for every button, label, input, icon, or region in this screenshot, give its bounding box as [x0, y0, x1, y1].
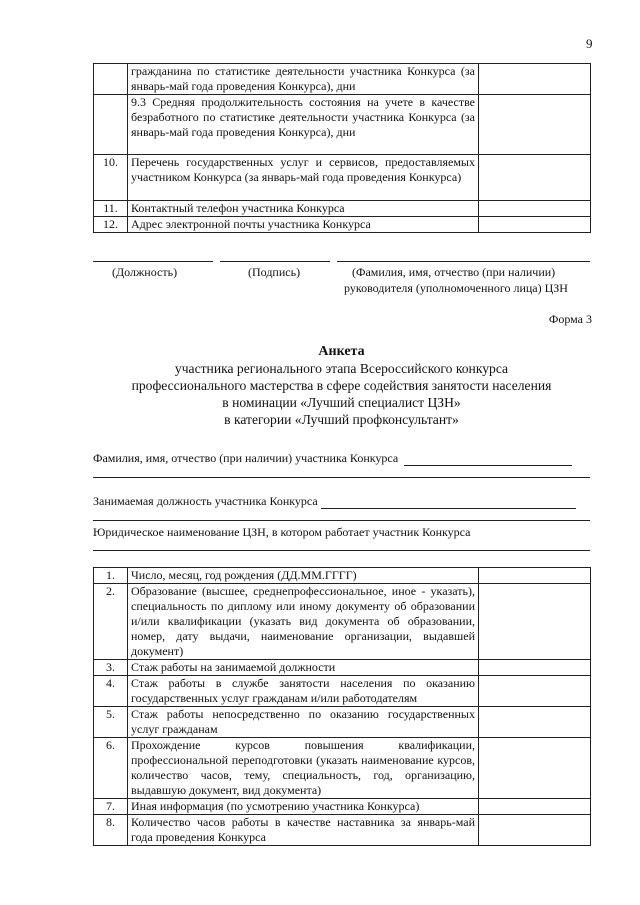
- position-input-line[interactable]: [321, 496, 576, 509]
- row-number: [94, 64, 128, 95]
- position-label: (Должность): [112, 265, 178, 279]
- row-value-cell[interactable]: [479, 64, 591, 95]
- row-text: Прохождение курсов повышения квалификации, профессиональной переподготовки (указать наименование курсов, количество часов, тему, специальность, год, организацию, выдавшую документ, вид документа): [128, 738, 479, 799]
- row-text: Адрес электронной почты участника Конкурса: [128, 217, 479, 233]
- table-row: [94, 568, 591, 584]
- row-text: Контактный телефон участника Конкурса: [128, 201, 479, 217]
- position-continuation-line[interactable]: [93, 520, 590, 521]
- row-value-cell[interactable]: [479, 217, 591, 233]
- row-value-cell[interactable]: [479, 799, 591, 815]
- row-number: 5.: [94, 707, 128, 738]
- questionnaire-table: [93, 567, 591, 846]
- row-value-cell[interactable]: [479, 738, 591, 799]
- title-line: профессионального мастерства в сфере содействия занятости населения: [131, 378, 552, 393]
- table-row: [94, 707, 591, 738]
- signature-line[interactable]: [220, 261, 330, 262]
- org-label: Юридическое наименование ЦЗН, в котором работает участник Конкурса: [93, 525, 471, 539]
- form-label: Форма 3: [548, 312, 592, 326]
- row-number: 11.: [94, 201, 128, 217]
- row-value-cell[interactable]: [479, 155, 591, 201]
- row-text: Стаж работы в службе занятости населения по оказанию государственных услуг гражданам и/или работодателям: [128, 676, 479, 707]
- row-value-cell[interactable]: [479, 815, 591, 846]
- table-row: [94, 660, 591, 676]
- fio-label: Фамилия, имя, отчество (при наличии) участника Конкурса: [93, 451, 399, 465]
- row-number: [94, 95, 128, 155]
- row-number: 1.: [94, 568, 128, 584]
- table-row: [94, 155, 591, 201]
- row-number: 3.: [94, 660, 128, 676]
- row-number: 6.: [94, 738, 128, 799]
- row-text: гражданина по статистике деятельности участника Конкурса (за январь-май года проведения Конкурса), дни: [128, 64, 479, 95]
- table-row: [94, 799, 591, 815]
- row-value-cell[interactable]: [479, 95, 591, 155]
- questionnaire-title: [93, 343, 590, 428]
- row-text: Иная информация (по усмотрению участника Конкурса): [128, 799, 479, 815]
- position-field: [93, 494, 590, 509]
- table-row: [94, 815, 591, 846]
- title-line: в номинации «Лучший специалист ЦЗН»: [222, 395, 461, 410]
- row-text: Стаж работы на занимаемой должности: [128, 660, 479, 676]
- fio-input-line[interactable]: [404, 453, 572, 466]
- table-row: [94, 64, 591, 95]
- row-text: Стаж работы непосредственно по оказанию государственных услуг гражданам: [128, 707, 479, 738]
- table-row: [94, 95, 591, 155]
- row-text: Количество часов работы в качестве наставника за январь-май года проведения Конкурса: [128, 815, 479, 846]
- table-row: [94, 584, 591, 660]
- row-value-cell[interactable]: [479, 707, 591, 738]
- table-row: [94, 676, 591, 707]
- position-label: Занимаемая должность участника Конкурса: [93, 494, 318, 508]
- fio-field: [93, 451, 590, 466]
- row-number: 7.: [94, 799, 128, 815]
- row-text: Образование (высшее, среднепрофессиональное, иное - указать), специальность по диплому или иному документу об образовании и/или квалификации (указать вид документа об образовании, номер, дату выдачи, наименование организации, выдавшей документ): [128, 584, 479, 660]
- row-value-cell[interactable]: [479, 568, 591, 584]
- title-heading: Анкета: [318, 344, 365, 359]
- row-text: 9.3 Средняя продолжительность состояния на учете в качестве безработного по статистике деятельности участника Конкурса (за январь-май года проведения Конкурса), дни: [128, 95, 479, 155]
- row-value-cell[interactable]: [479, 660, 591, 676]
- table-row: [94, 738, 591, 799]
- signature-label: (Подпись): [248, 265, 301, 279]
- table-row: [94, 201, 591, 217]
- row-value-cell[interactable]: [479, 201, 591, 217]
- name-label-continued: руководителя (уполномоченного лица) ЦЗН: [344, 281, 568, 295]
- org-input-line[interactable]: [93, 550, 590, 551]
- row-text: Перечень государственных услуг и сервисов, предоставляемых участником Конкурса (за январь-май года проведения Конкурса): [128, 155, 479, 201]
- row-text: Число, месяц, год рождения (ДД.ММ.ГГГГ): [128, 568, 479, 584]
- title-line: в категории «Лучший профконсультант»: [224, 412, 459, 427]
- table-row: [94, 217, 591, 233]
- row-value-cell[interactable]: [479, 676, 591, 707]
- position-signature-line[interactable]: [93, 261, 213, 262]
- row-number: 2.: [94, 584, 128, 660]
- row-value-cell[interactable]: [479, 584, 591, 660]
- name-label: (Фамилия, имя, отчество (при наличии): [352, 265, 556, 279]
- fio-continuation-line[interactable]: [93, 477, 590, 478]
- page-number: 9: [586, 36, 593, 51]
- org-field: [93, 525, 590, 540]
- row-number: 10.: [94, 155, 128, 201]
- top-table: [93, 63, 591, 233]
- row-number: 12.: [94, 217, 128, 233]
- row-number: 4.: [94, 676, 128, 707]
- row-number: 8.: [94, 815, 128, 846]
- name-signature-line[interactable]: [337, 261, 590, 262]
- title-line: участника регионального этапа Всероссийского конкурса: [174, 361, 509, 376]
